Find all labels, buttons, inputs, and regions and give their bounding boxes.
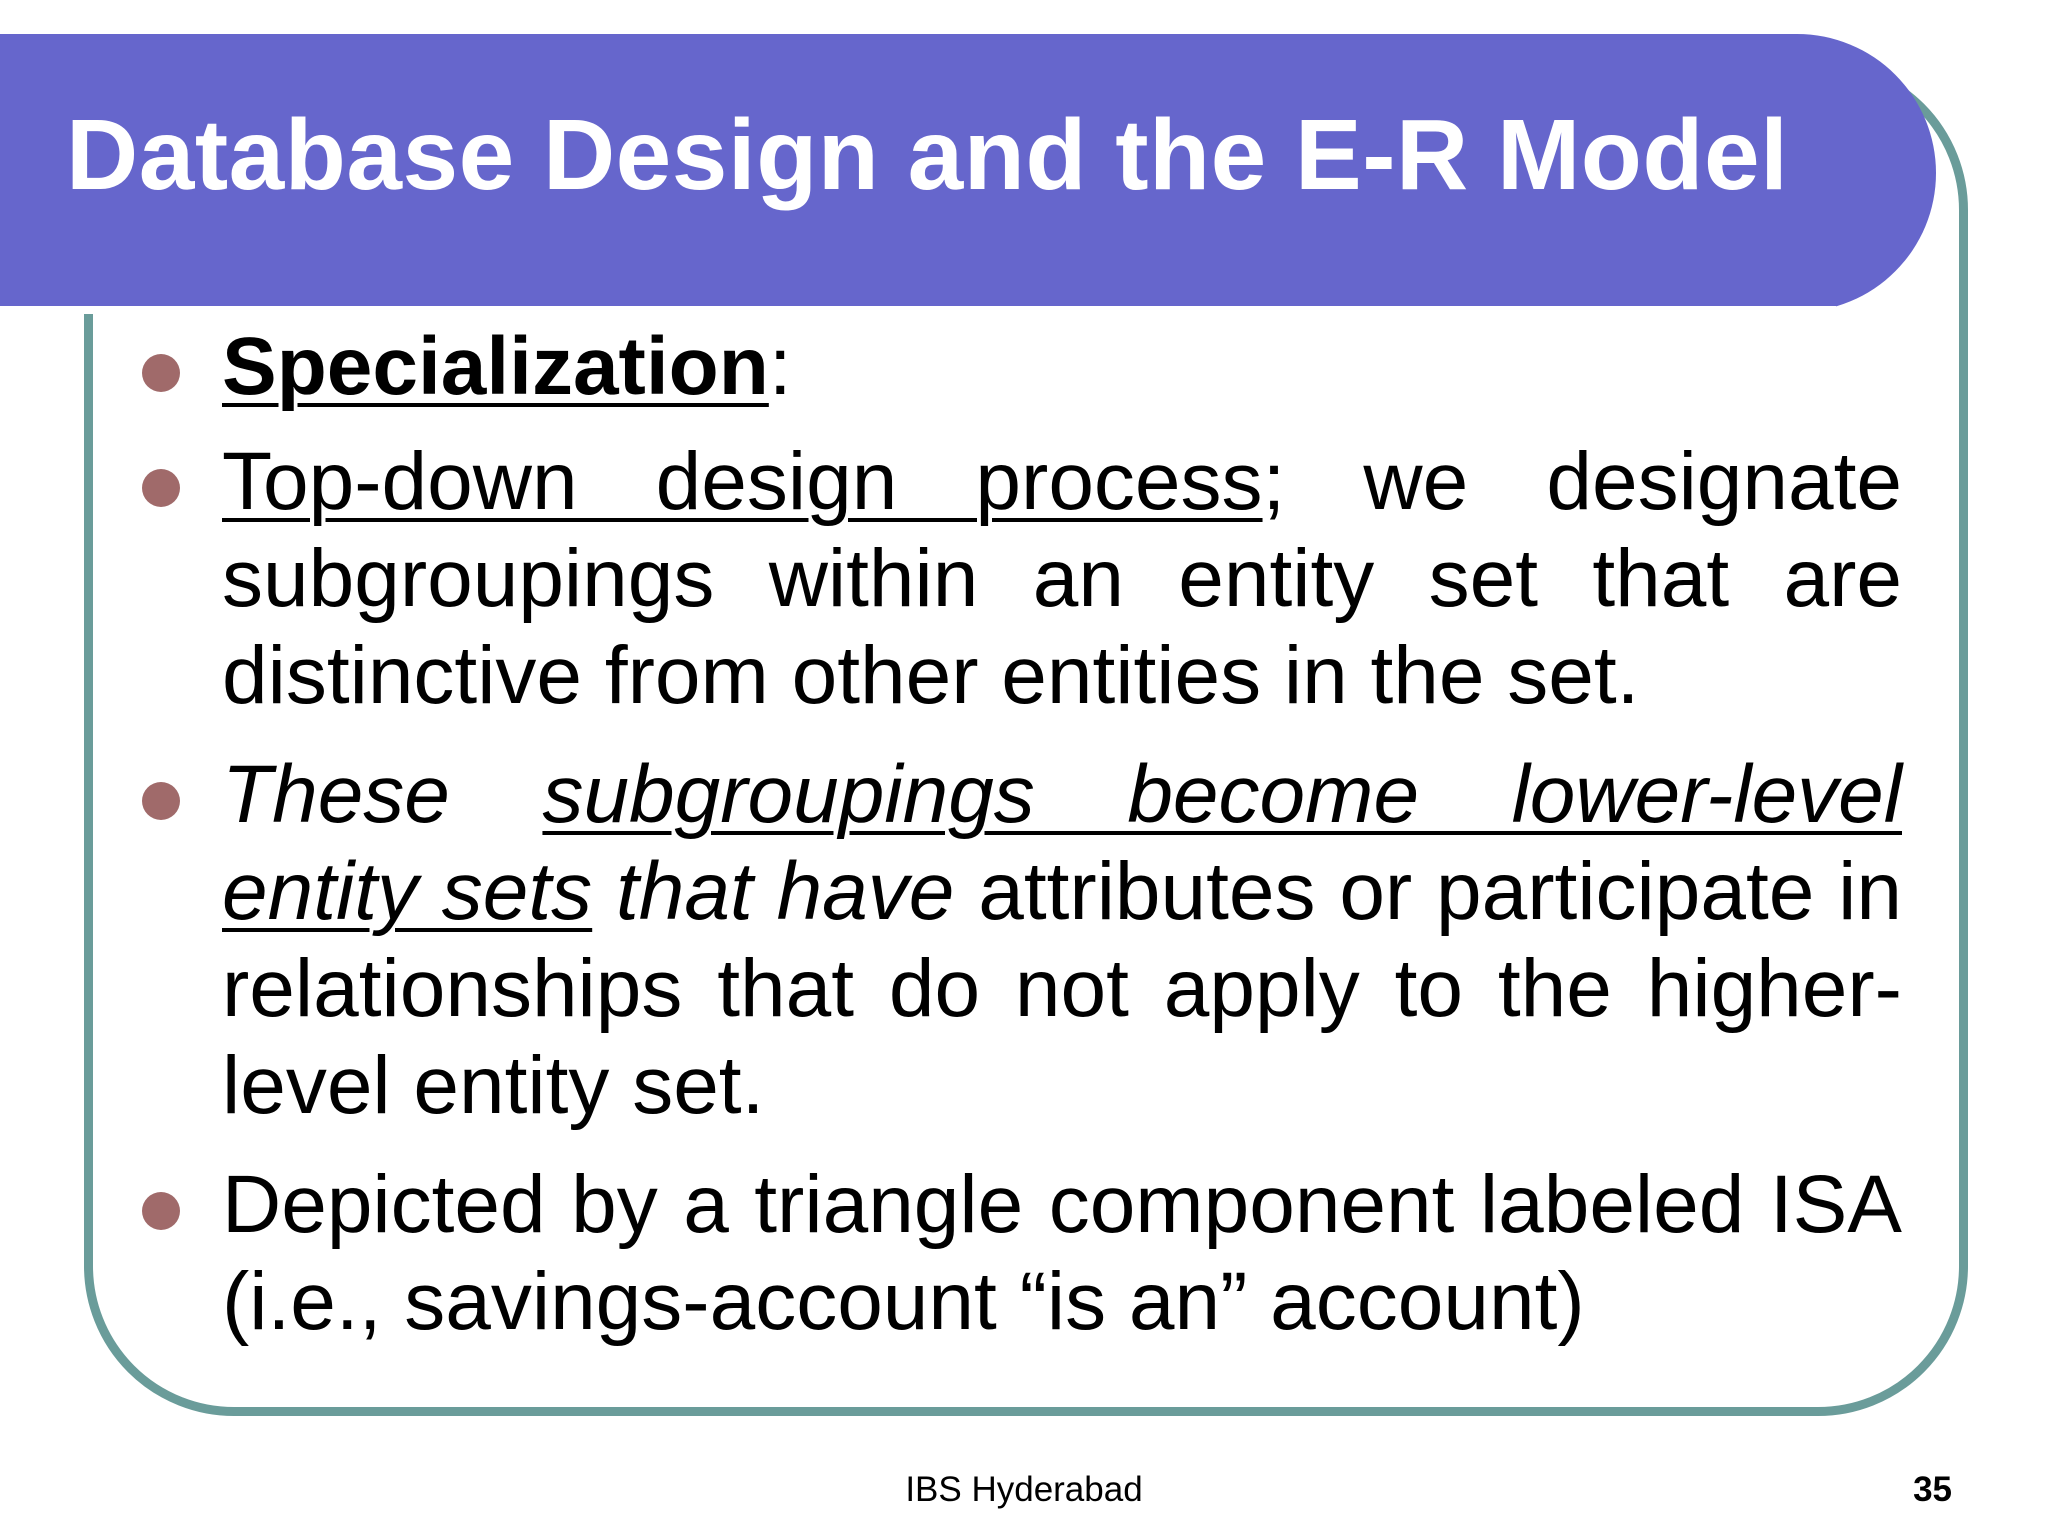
subgroupings-phrase: subgroupings become lower-level entity sets <box>222 749 1902 937</box>
bullet-specialization <box>222 318 1902 415</box>
specialization-term: Specialization <box>222 321 769 412</box>
slide-title: Database Design and the E-R Model <box>66 99 1789 211</box>
bullet-top-down <box>222 433 1902 724</box>
top-down-rest: ; we designate subgroupings within an entity set that are distinctive from other entities in the set. <box>222 436 1902 721</box>
bullet-subgroupings <box>222 746 1902 1134</box>
isa-text: Depicted by a triangle component labeled ISA (i.e., savings-account “is an” account) <box>222 1159 1902 1347</box>
bullet-isa <box>222 1156 1902 1350</box>
footer-organization: IBS Hyderabad <box>905 1470 1143 1509</box>
specialization-colon: : <box>768 321 792 412</box>
subgroupings-lead: These <box>222 749 543 840</box>
subgroupings-rest: attributes or participate in relationships that do not apply to the higher-level entity set. <box>222 846 1902 1131</box>
bullet-list <box>222 318 1902 1350</box>
top-down-phrase: Top-down design process <box>222 436 1263 527</box>
page-number: 35 <box>1913 1470 1952 1509</box>
title-underline-rule <box>0 306 1836 314</box>
subgroupings-italic-tail: that have <box>592 846 955 937</box>
